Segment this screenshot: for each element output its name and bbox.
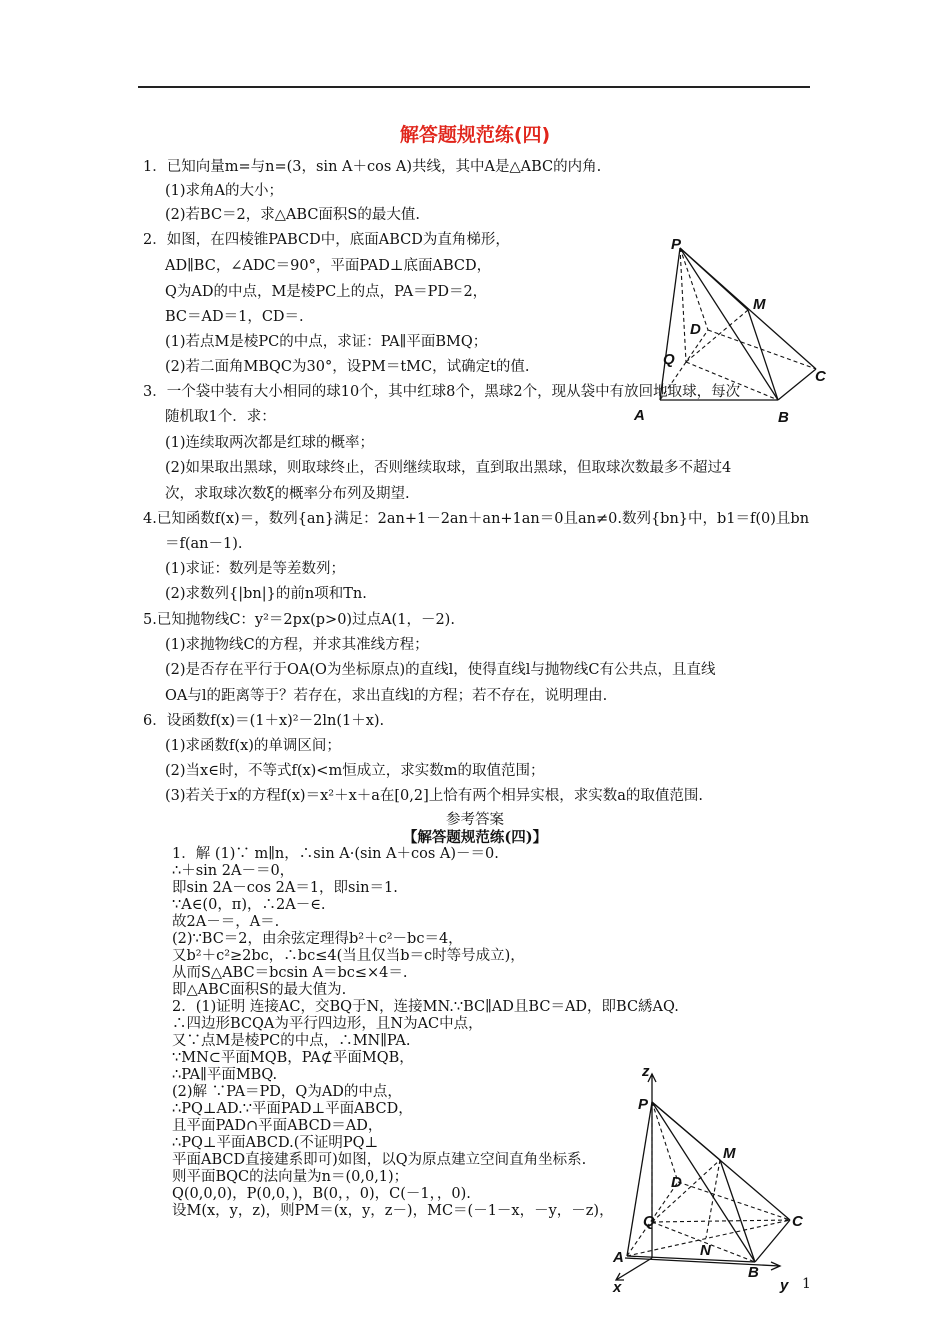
problem-line: 2．如图，在四棱锥PABCD中，底面ABCD为直角梯形， [143,232,510,248]
problem-line: (2)求数列{|bn|}的前n项和Tn. [165,586,367,602]
answer-line: ∴＋sin 2A－＝0， [172,863,295,879]
answer-line: 2．(1)证明 连接AC，交BQ于N，连接MN.∵BC∥AD且BC＝AD，即BC綉AQ. [172,999,679,1015]
problem-line: 4.已知函数f(x)＝，数列{an}满足：2an+1－2an＋an+1an＝0且an≠0.数列{bn}中，b1＝f(0)且bn [143,511,810,527]
problem-line: OA与l的距离等于？若存在，求出直线l的方程；若不存在，说明理由. [165,688,608,704]
problem-line: (1)求证：数列是等差数列； [165,561,346,577]
answer-line: ∴PA∥平面MBQ. [172,1067,278,1083]
problem-line: Q为AD的中点，M是棱PC上的点，PA＝PD＝2， [165,284,488,300]
problem-line: 6．设函数f(x)＝(1＋x)²－2ln(1＋x). [143,713,385,729]
answer-line: 即△ABC面积S的最大值为. [172,982,347,998]
page-title: 解答题规范练(四) [399,124,551,146]
figure1-label: B [778,409,789,426]
answer-line: 设M(x，y，z)，则PM＝(x，y，z－)，MC＝(－1－x，－y，－z)， [172,1203,614,1219]
answer-line: 即sin 2A－cos 2A＝1，即sin＝1. [172,880,398,896]
answer-subheading: 【解答题规范练(四)】 [402,829,548,846]
problem-line: ＝f(an－1). [165,536,243,552]
problem-line: (1)若点M是棱PC的中点，求证：PA∥平面BMQ； [165,334,488,350]
answer-line: (2)解 ∵PA＝PD，Q为AD的中点， [172,1084,402,1100]
problem-line: 次，求取球次数ξ的概率分布列及期望. [165,486,410,502]
figure2-label: N [700,1242,711,1259]
answer-line: ∵MN⊂平面MQB，PA⊄平面MQB， [172,1050,414,1066]
figure2-label: x [613,1279,622,1296]
figure1-label: A [634,407,645,424]
answer-line: 又b²＋c²≥2bc，∴bc≤4(当且仅当b＝c时等号成立)， [172,948,525,964]
problem-line: (1)求抛物线C的方程，并求其准线方程； [165,637,429,653]
problem-line: 随机取1个．求： [165,409,276,425]
figure1-label: M [753,296,766,313]
figure1-label: C [815,368,826,385]
answer-line: ∴PQ⊥平面ABCD.(不证明PQ⊥ [172,1135,379,1151]
figure2-label: C [792,1213,803,1230]
figure1-label: Q [663,351,675,368]
problem-line: (1)求角A的大小； [165,183,284,199]
figure2-label: y [780,1277,789,1294]
figure2-label: Q [643,1213,655,1230]
answer-line: Q(0,0,0)，P(0,0，)，B(0，，0)，C(－1，，0). [172,1186,471,1202]
answer-line: 又∵点M是棱PC的中点，∴MN∥PA. [172,1033,411,1049]
answer-line: 1．解 (1)∵ m∥n，∴sin A·(sin A＋cos A)－＝0. [172,846,499,862]
answer-line: ∴PQ⊥AD.∵平面PAD⊥平面ABCD， [172,1101,413,1117]
answer-line: ∵A∈(0，π)，∴2A－∈. [172,897,326,913]
page-number: 1 [802,1276,811,1292]
problem-line: (2)如果取出黑球，则取球终止，否则继续取球，直到取出黑球，但取球次数最多不超过4 [165,460,732,476]
problem-line: 1．已知向量m=与n=(3，sin A＋cos A)共线，其中A是△ABC的内角. [143,159,602,175]
answer-line: 平面ABCD直接建系即可)如图，以Q为原点建立空间直角坐标系. [172,1152,587,1168]
problem-line: BC＝AD＝1，CD＝. [165,309,304,325]
figure2-label: A [613,1249,624,1266]
problem-line: 5.已知抛物线C：y²＝2px(p>0)过点A(1，－2). [143,612,455,628]
figure2-label: P [638,1096,649,1113]
answer-line: 从而S△ABC＝bcsin A＝bc≤×4＝. [172,965,408,981]
figure2-label: z [642,1063,650,1080]
answer-line: 故2A－＝，A＝. [172,914,280,930]
figure1-label: P [671,236,682,253]
figure2-label: D [671,1174,682,1191]
answer-line: ∴四边形BCQA为平行四边形，且N为AC中点， [172,1016,483,1032]
answer-line: 且平面PAD∩平面ABCD＝AD， [172,1118,383,1134]
problem-line: (2)若二面角MBQC为30°，设PM＝tMC，试确定t的值. [165,359,530,375]
problem-line: 3．一个袋中装有大小相同的球10个，其中红球8个，黑球2个，现从袋中有放回地取球，每次 [143,384,741,400]
answer-heading: 参考答案 [446,812,504,828]
problem-line: (1)连续取两次都是红球的概率； [165,435,375,451]
problem-line: (3)若关于x的方程f(x)＝x²＋x＋a在[0,2]上恰有两个相异实根，求实数a的取值范围. [165,788,704,804]
figure2-label: M [723,1145,736,1162]
problem-line: (1)求函数f(x)的单调区间； [165,738,341,754]
problem-line: AD∥BC，∠ADC＝90°，平面PAD⊥底面ABCD， [165,258,492,274]
problem-line: (2)当x∈时，不等式f(x)<m恒成立，求实数m的取值范围； [165,763,545,779]
figure1-label: D [690,321,701,338]
problem-line: (2)若BC＝2，求△ABC面积S的最大值. [165,207,420,223]
problem-line: (2)是否存在平行于OA(O为坐标原点)的直线l，使得直线l与抛物线C有公共点，且直线 [165,662,716,678]
answer-line: 则平面BQC的法向量为n＝(0,0,1)； [172,1169,409,1185]
answer-line: (2)∵BC＝2，由余弦定理得b²＋c²－bc＝4， [172,931,463,947]
figure2-label: B [748,1264,759,1281]
